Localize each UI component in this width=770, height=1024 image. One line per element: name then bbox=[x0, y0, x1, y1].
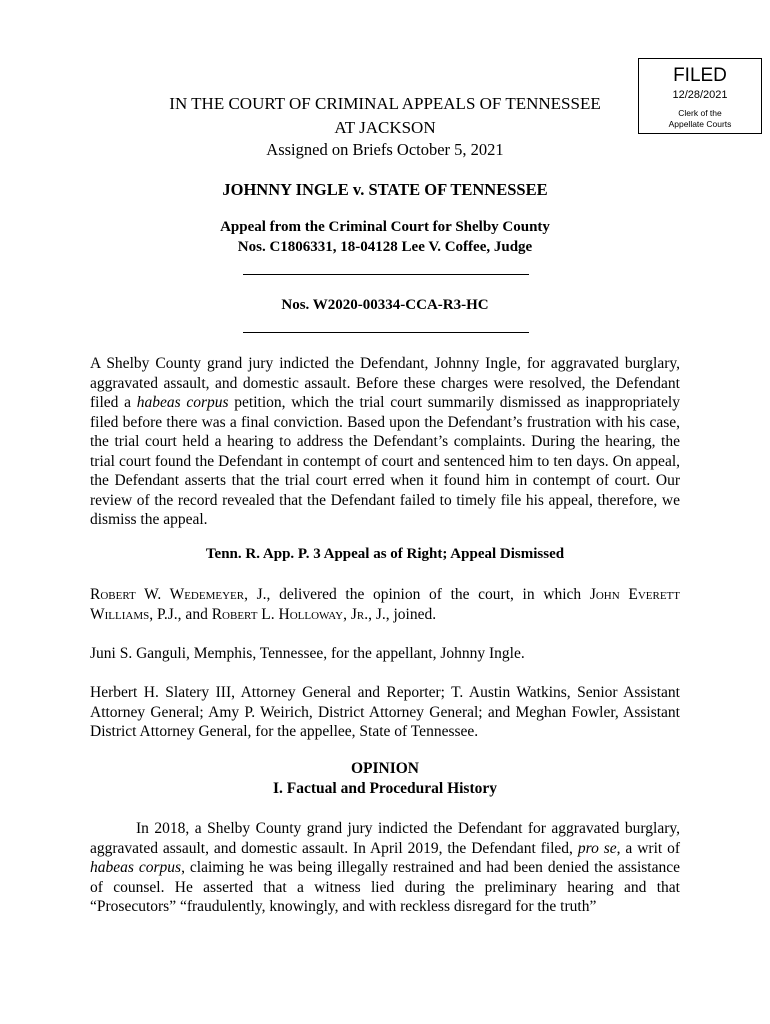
opinion-text-2: , a writ of bbox=[616, 839, 680, 857]
author-judge: Robert W. Wedemeyer bbox=[90, 586, 245, 603]
summary-text-2: petition, which the trial court summarily dismissed as inappropriately filed before there was a final conviction. Based upon the Defendant’s frustration with his case, the trial court held a hearing to address the Defendant’s complaints. During the hearing, the trial court found the Defendant in contempt of court and sentenced him to ten days. On appeal, the Defendant asserts that the trial court erred when it found him in contempt of court. Our review of the record revealed that the Defendant failed to timely file his appeal, therefore, we dismiss the appeal. bbox=[90, 394, 680, 528]
opinion-italic-1: pro se bbox=[577, 839, 617, 857]
disposition: Tenn. R. App. P. 3 Appeal as of Right; Appeal Dismissed bbox=[205, 546, 565, 562]
court-location: AT JACKSON bbox=[334, 118, 436, 137]
joining-judge-1: John Everett Williams bbox=[90, 586, 680, 623]
opinion-italic-2: habeas corpus bbox=[90, 859, 182, 876]
clerk-line-2: Appellate Courts bbox=[668, 119, 732, 129]
divider-bottom bbox=[243, 332, 529, 333]
judges-line bbox=[90, 585, 680, 624]
judges-text-2: , P.J., and bbox=[149, 605, 212, 623]
filed-date: 12/28/2021 bbox=[672, 89, 728, 101]
court-name: IN THE COURT OF CRIMINAL APPEALS OF TENNESSEE bbox=[169, 94, 601, 113]
judges-suffix: Jr. bbox=[350, 605, 369, 623]
section-heading: I. Factual and Procedural History bbox=[272, 780, 498, 797]
summary-italic: habeas corpus bbox=[136, 394, 229, 411]
joining-judge-2: Robert L. Holloway bbox=[211, 605, 344, 623]
appellant-counsel: Juni S. Ganguli, Memphis, Tennessee, for the appellant, Johnny Ingle. bbox=[90, 645, 525, 662]
docket-number: Nos. W2020-00334-CCA-R3-HC bbox=[281, 297, 489, 313]
appeal-source: Appeal from the Criminal Court for Shelby County bbox=[220, 219, 550, 235]
opinion-heading: OPINION bbox=[350, 760, 420, 777]
opinion-paragraph bbox=[90, 819, 680, 917]
appellee-counsel: Herbert H. Slatery III, Attorney General and Reporter; T. Austin Watkins, Senior Assistant Attorney General; Amy P. Weirich, District Attorney General; and Meghan Fowler, Assistant District Attorney General, for the appellee, State of Tennessee. bbox=[90, 684, 680, 740]
assigned-date: Assigned on Briefs October 5, 2021 bbox=[266, 140, 504, 159]
clerk-line-1: Clerk of the bbox=[678, 108, 722, 118]
filed-label: FILED bbox=[673, 65, 727, 86]
filed-stamp bbox=[638, 58, 762, 134]
judges-text-4: , J., joined. bbox=[368, 605, 437, 623]
judges-text-1: , J., delivered the opinion of the court, in which bbox=[244, 586, 590, 603]
opinion-text-1: In 2018, a Shelby County grand jury indicted the Defendant for aggravated burglary, aggravated assault, and domestic assault. In April 2019, the Defendant filed, bbox=[90, 820, 680, 857]
judges-text-3: , bbox=[343, 605, 351, 623]
opinion-text-3: , claiming he was being illegally restrained and had been denied the assistance of counsel. He asserted that a witness lied during the preliminary hearing and that “Prosecutors” “fraudulently, knowingly, and with reckless disregard for the truth” bbox=[90, 859, 680, 915]
trial-case-numbers: Nos. C1806331, 18-04128 Lee V. Coffee, Judge bbox=[237, 239, 533, 255]
divider-top bbox=[243, 274, 529, 275]
case-summary bbox=[90, 354, 680, 530]
case-title: JOHNNY INGLE v. STATE OF TENNESSEE bbox=[222, 180, 548, 199]
summary-text-1: A Shelby County grand jury indicted the Defendant, Johnny Ingle, for aggravated burglary, aggravated assault, and domestic assault. Before these charges were resolved, the Defendant filed a bbox=[90, 355, 680, 411]
